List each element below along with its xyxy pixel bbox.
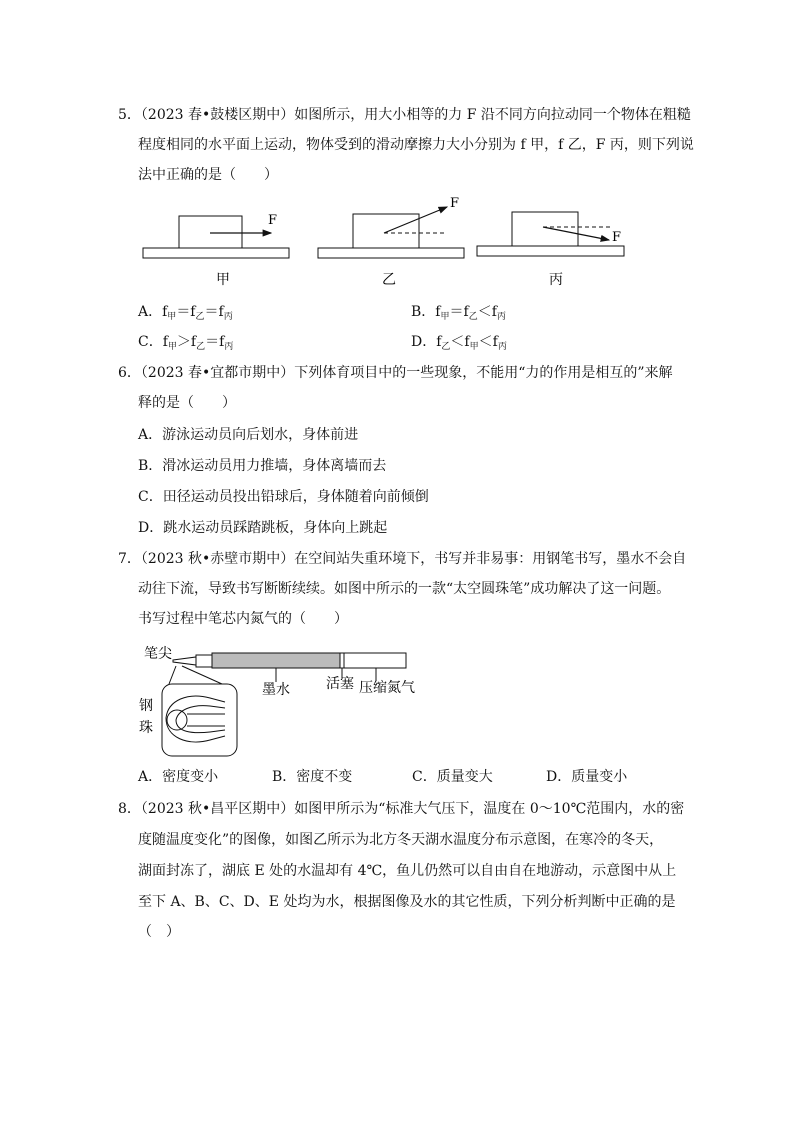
q7-option-a: A．密度变小 [138,769,219,785]
q8-line-3: 湖面封冻了，湖底 E 处的水温却有 4℃，鱼儿仍然可以自由自在地游动，示意图中从上 [138,863,677,879]
label-ink: 墨水 [262,682,290,698]
q5-line-3: 法中正确的是（ ） [138,167,278,183]
caption-jia: 甲 [216,272,230,288]
q6-option-c: C．田径运动员投出铅球后，身体随着向前倾倒 [138,489,429,505]
q8-line-1: 8．（2023 秋•昌平区期中）如图甲所示为“标准大气压下，温度在 0～10℃范围内，水的密 [118,801,685,817]
q7-option-b: B．密度不变 [272,769,353,785]
q8-line-5: （ ） [138,924,180,940]
q5-figure [0,0,793,300]
q5-option-c: C．$f_甲>f_乙=f_丙$ [138,334,234,352]
label-nitrogen: 压缩氮气 [359,680,415,696]
q7-line-1: 7．（2023 秋•赤壁市期中）在空间站失重环境下，书写并非易事：用钢笔书写，墨水不会自 [118,551,687,567]
q8-line-4: 至下 A、B、C、D、E 处均为水，根据图像及水的其它性质，下列分析判断中正确的是 [138,894,676,910]
q6-option-a: A．游泳运动员向后划水，身体前进 [138,427,359,443]
q8-line-2: 度随温度变化”的图像，如图乙所示为北方冬天湖水温度分布示意图，在寒冷的冬天， [138,832,664,848]
q6-option-d: D．跳水运动员踩踏跳板，身体向上跳起 [138,520,388,536]
force-label-yi: F [450,196,460,211]
caption-yi: 乙 [382,272,396,288]
q5-option-d: D．$f_乙<f_甲<f_丙$ [411,334,507,352]
q6-line-1: 6．（2023 春•宜都市期中）下列体育项目中的一些现象，不能用“力的作用是相互的”来解 [118,365,673,381]
figure-bing [477,212,624,256]
figure-jia [143,213,289,258]
force-label-bing: F [612,230,622,245]
q7-option-c: C．质量变大 [412,769,493,785]
q7-line-2: 动往下流，导致书写断断续续。如图中所示的一款“太空圆珠笔”成功解决了这一问题。 [138,581,671,597]
q6-option-b: B．滑冰运动员用力推墙，身体离墙而去 [138,458,387,474]
label-steel: 钢 [139,698,153,714]
caption-bing: 丙 [549,272,563,288]
force-label-jia: F [268,213,278,228]
q7-figure [0,640,793,760]
q5-line-2: 程度相同的水平面上运动，物体受到的滑动摩擦力大小分别为 f 甲，f 乙，F 丙，则下列说 [138,137,694,153]
q5-line-1: 5．（2023 春•鼓楼区期中）如图所示，用大小相等的力 F 沿不同方向拉动同一个物体在粗糙 [118,107,691,123]
figure-yi [318,196,464,258]
q6-line-2: 释的是（ ） [138,395,236,411]
q7-option-d: D．质量变小 [546,769,628,785]
q5-option-a: A．$f_甲=f_乙=f_丙$ [138,304,233,322]
label-pen-tip: 笔尖 [144,646,172,662]
q7-line-3: 书写过程中笔芯内氮气的（ ） [138,611,348,627]
q5-option-b: B．$f_甲=f_乙<f_丙$ [411,304,506,322]
label-piston: 活塞 [326,676,354,692]
label-ball: 珠 [139,720,153,736]
